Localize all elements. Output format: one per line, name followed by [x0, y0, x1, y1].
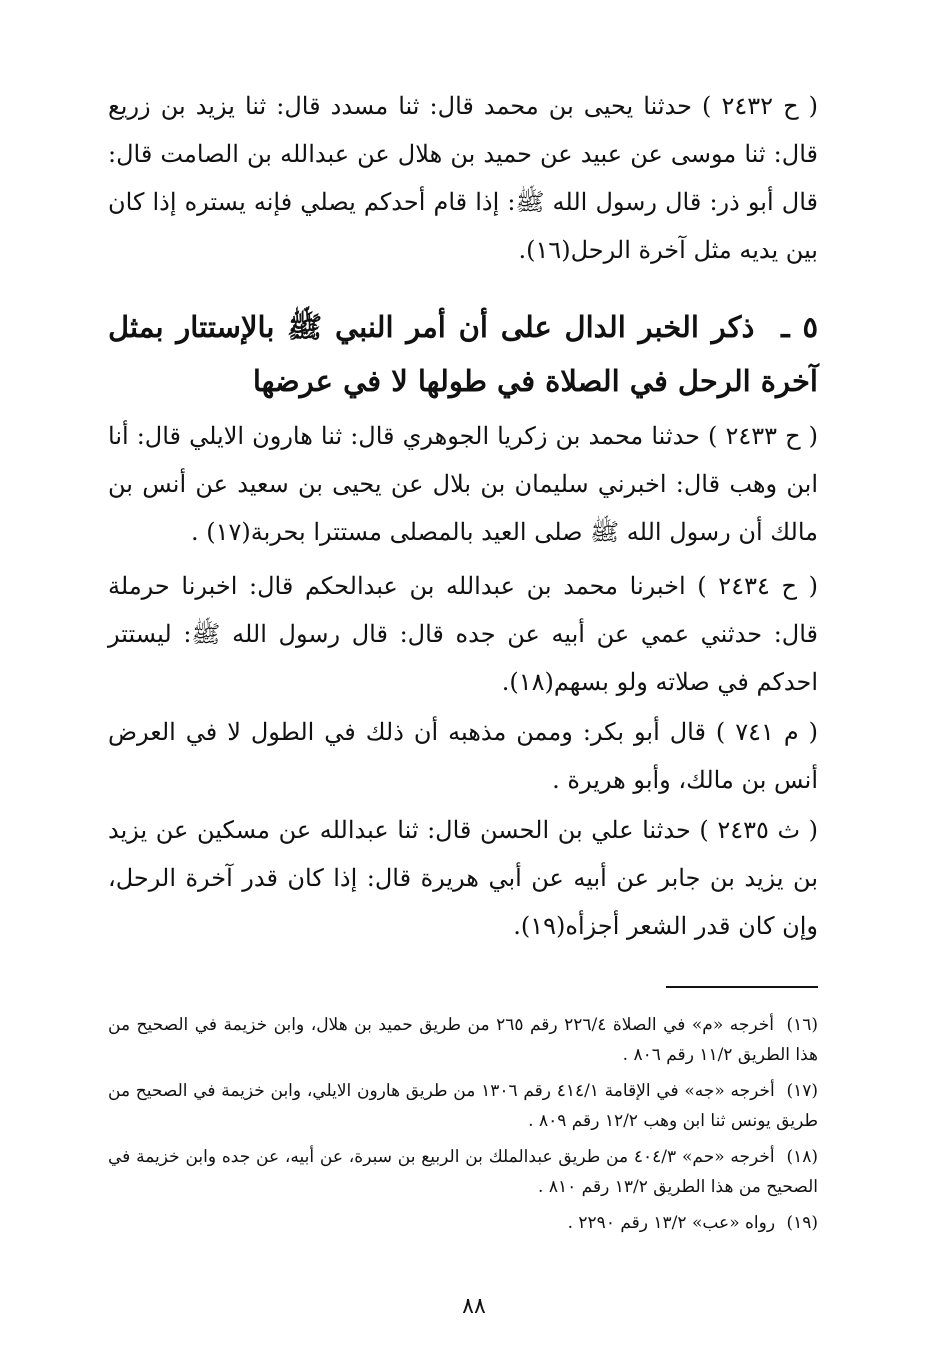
footnote-17 [108, 1076, 818, 1136]
footnote-marker: (١٩) [786, 1213, 818, 1233]
footnote-marker: (١٦) [786, 1015, 818, 1035]
hadith-2432: ( ح ٢٤٣٢ ) حدثنا يحيى بن محمد قال: ثنا مسدد قال: ثنا يزيد بن زريع قال: ثنا موسى عن عبيد عن حميد بن هلال عن عبدالله بن الصامت قال: قال أبو ذر: قال رسول الله ﷺ: إذا قام أحدكم يصلي فإنه يستره إذا كان بين يديه مثل آخرة الرحل(١٦). [108, 92, 818, 264]
section-number: ٥ ـ [781, 310, 819, 344]
footnote-18 [108, 1142, 818, 1202]
footnote-16 [108, 1010, 818, 1070]
footnote-marker: (١٧) [786, 1081, 819, 1101]
footnote-text: رواه «عب» ١٣/٢ رقم ٢٢٩٠ . [567, 1213, 776, 1233]
footnotes [108, 1010, 818, 1238]
section-title: ذكر الخبر الدال على أن أمر النبي ﷺ بالإستتار بمثل آخرة الرحل في الصلاة في طولها لا في عرضها [108, 310, 818, 398]
section-heading [108, 300, 818, 408]
footnote-19 [108, 1208, 818, 1238]
footnote-marker: (١٨) [786, 1147, 819, 1167]
footnote-separator [666, 986, 818, 988]
athar-2435: ( ث ٢٤٣٥ ) حدثنا علي بن الحسن قال: ثنا عبدالله عن مسكين عن يزيد بن يزيد بن جابر عن أبيه عن أبي هريرة قال: إذا كان قدر آخرة الرحل، وإن كان قدر الشعر أجزأه(١٩). [108, 816, 818, 940]
page-number: ٨٨ [462, 1294, 486, 1319]
footnote-text: أخرجه «م» في الصلاة ٢٢٦/٤ رقم ٢٦٥ من طريق حميد بن هلال، وابن خزيمة في الصحيح من هذا الطريق ١١/٢ رقم ٨٠٦ . [108, 1015, 818, 1065]
footnote-text: أخرجه «جه» في الإقامة ٤١٤/١ رقم ١٣٠٦ من طريق هارون الايلي، وابن خزيمة في الصحيح من طريق يونس ثنا ابن وهب ١٢/٢ رقم ٨٠٩ . [108, 1081, 818, 1131]
hadith-2433: ( ح ٢٤٣٣ ) حدثنا محمد بن زكريا الجوهري قال: ثنا هارون الايلي قال: أنا ابن وهب قال: اخبرني سليمان بن بلال عن يحيى بن سعيد عن أنس بن مالك أن رسول الله ﷺ صلى العيد بالمصلى مستترا بحربة(١٧) . [108, 422, 819, 546]
footnote-text: أخرجه «حم» ٤٠٤/٣ من طريق عبدالملك بن الربيع بن سبرة، عن أبيه، عن جده وابن خزيمة في الصحيح من هذا الطريق ١٣/٢ رقم ٨١٠ . [108, 1147, 818, 1197]
hadith-2434: ( ح ٢٤٣٤ ) اخبرنا محمد بن عبدالله بن عبدالحكم قال: اخبرنا حرملة قال: حدثني عمي عن أبيه عن جده قال: قال رسول الله ﷺ: ليستتر احدكم في صلاته ولو بسهم(١٨). [108, 572, 818, 696]
report-741: ( م ٧٤١ ) قال أبو بكر: وممن مذهبه أن ذلك في الطول لا في العرض أنس بن مالك، وأبو هريرة . [108, 718, 818, 794]
